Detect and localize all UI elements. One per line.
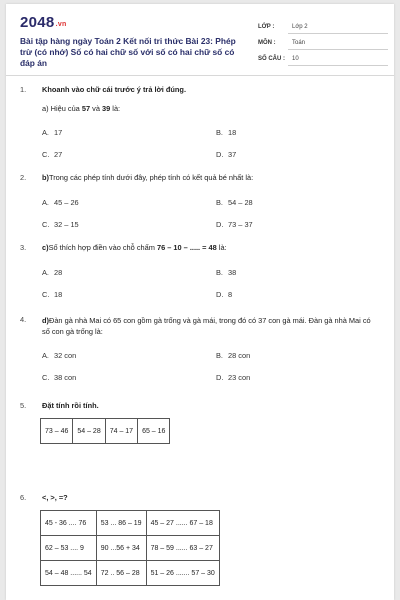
option-d[interactable]: D. 8	[216, 290, 233, 299]
table-cell: 74 – 17	[105, 419, 137, 444]
option-c[interactable]: C. 32 – 15	[42, 220, 79, 229]
table-cell: 72 .. 56 – 28	[96, 561, 146, 586]
question-3: 3. c)Số thích hợp điền vào chỗ chấm 76 – 10 – ..... = 48 là: A. 28 B. 38 C. 18 D. 8	[20, 242, 380, 254]
option-b[interactable]: B. 38	[216, 268, 237, 277]
question-prompt: a) Hiệu của 57 và 39 là:	[42, 104, 121, 113]
option-b[interactable]: B. 28 con	[216, 351, 251, 360]
meta-question-count: SỐ CÂU : 10	[258, 52, 388, 66]
table-cell: 73 – 46	[41, 419, 73, 444]
meta-class: LỚP : Lớp 2	[258, 20, 388, 34]
question-4: 4. d)Đàn gà nhà Mai có 65 con gồm gà trống và gà mái, trong đó có 37 con gà mái. Đàn gà nhà Mai có số con gà trống là: A. 32 con B. 28 con C. 38 con D. 23 con	[20, 315, 371, 382]
option-b[interactable]: B. 18	[216, 128, 237, 137]
worksheet-page	[6, 4, 394, 600]
table-row	[41, 511, 220, 536]
document-title: Bài tập hàng ngày Toán 2 Kết nối tri thức Bài 23: Phép trừ (có nhớ) Số có hai chữ số với số có hai chữ số có đáp án	[20, 36, 236, 68]
table-row	[41, 561, 220, 586]
option-d[interactable]: D. 23 con	[216, 373, 251, 382]
question-1: 1. Khoanh vào chữ cái trước ý trả lời đúng. a) Hiệu của 57 và 39 là: A. 17 B. 18 C. 27 D. 37	[20, 84, 380, 96]
table-cell: 53 ... 86 – 19	[96, 511, 146, 536]
option-d[interactable]: D. 37	[216, 150, 237, 159]
question-5: 5. Đặt tính rồi tính.	[20, 400, 380, 412]
option-a[interactable]: A. 28	[42, 268, 63, 277]
option-b[interactable]: B. 54 – 28	[216, 198, 253, 207]
option-a[interactable]: A. 32 con	[42, 351, 77, 360]
table-cell: 90 ...56 + 34	[96, 536, 146, 561]
table-row	[41, 419, 170, 444]
option-c[interactable]: C. 27	[42, 150, 63, 159]
table-cell: 78 – 59 ...... 63 – 27	[146, 536, 219, 561]
header-divider	[6, 75, 394, 76]
table-cell: 54 – 28	[73, 419, 105, 444]
question-instruction: <, >, =?	[42, 493, 68, 502]
option-d[interactable]: D. 73 – 37	[216, 220, 253, 229]
question-prompt: c)Số thích hợp điền vào chỗ chấm 76 – 10 – ..... = 48 là:	[42, 243, 227, 252]
option-c[interactable]: C. 38 con	[42, 373, 77, 382]
table-cell: 51 – 26 ....... 57 – 30	[146, 561, 219, 586]
question-prompt: b)Trong các phép tính dưới đây, phép tính có kết quả bé nhất là:	[42, 173, 254, 182]
worksheet-header	[20, 14, 386, 72]
table-cell: 54 – 48 ...... 54	[41, 561, 97, 586]
question-prompt: d)Đàn gà nhà Mai có 65 con gồm gà trống và gà mái, trong đó có 37 con gà mái. Đàn gà nhà Mai có số con gà trống là:	[42, 316, 371, 336]
question-instruction: Khoanh vào chữ cái trước ý trả lời đúng.	[42, 85, 187, 94]
worksheet-meta	[258, 20, 388, 68]
option-a[interactable]: A. 45 – 26	[42, 198, 79, 207]
table-row	[41, 536, 220, 561]
question-2: 2. b)Trong các phép tính dưới đây, phép tính có kết quả bé nhất là: A. 45 – 26 B. 54 – 28 C. 32 – 15 D. 73 – 37	[20, 172, 380, 184]
table-cell: 62 – 53 .... 9	[41, 536, 97, 561]
comparison-table	[40, 510, 220, 586]
site-logo[interactable]: 2048.vn	[20, 14, 67, 31]
option-c[interactable]: C. 18	[42, 290, 63, 299]
question-6: 6. <, >, =?	[20, 492, 380, 504]
option-a[interactable]: A. 17	[42, 128, 63, 137]
table-cell: 45 – 27 ...... 67 – 18	[146, 511, 219, 536]
calculation-table	[40, 418, 170, 444]
question-instruction: Đặt tính rồi tính.	[42, 401, 99, 410]
table-cell: 65 – 16	[138, 419, 170, 444]
table-cell: 45 - 36 .... 76	[41, 511, 97, 536]
meta-subject: MÔN : Toán	[258, 36, 388, 50]
